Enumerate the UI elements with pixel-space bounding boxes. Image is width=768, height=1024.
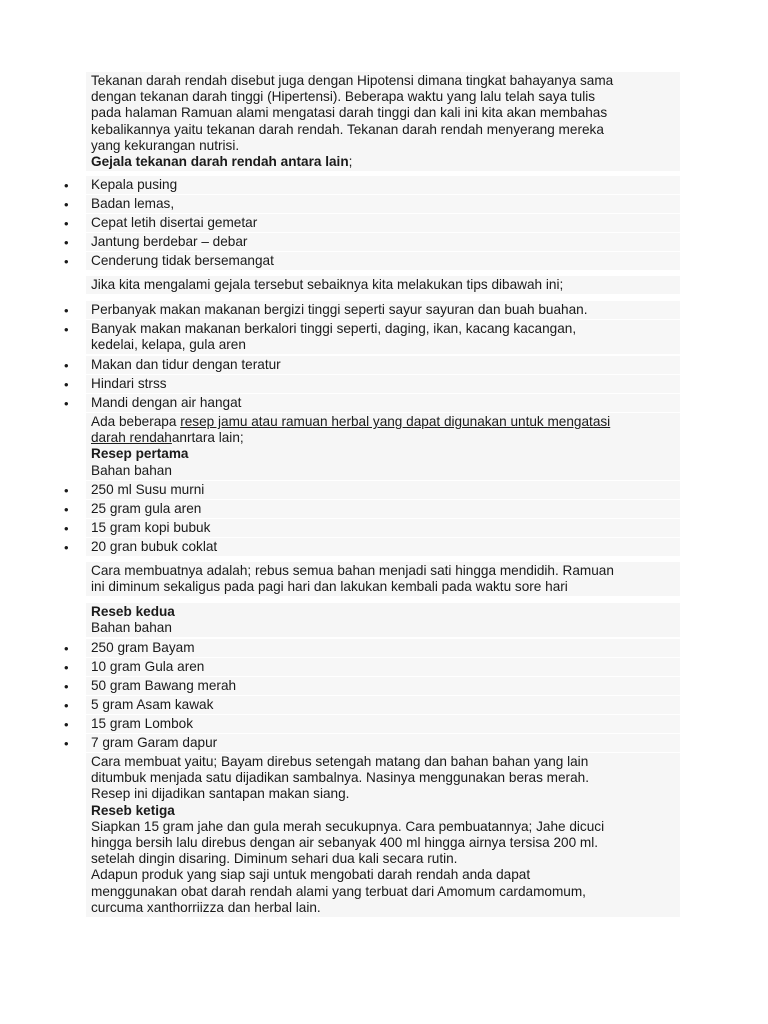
list-item-symptom: Badan lemas, [86,195,680,213]
symptoms-heading-text: Gejala tekanan darah rendah antara lain [91,154,349,170]
intro-line: Tekanan darah rendah disebut juga dengan Hipotensi dimana tingkat bahayanya sama [91,73,614,88]
method-line: setelah dingin disaring. Diminum sehari dua kali secara rutin. [91,851,458,867]
list-item-symptom: Cepat letih disertai gemetar [86,214,680,232]
recipe1-method [86,562,680,596]
bullet: • [64,235,69,250]
recipe2-method-and-recipe3 [86,753,680,917]
list-item-ingredient: 7 gram Garam dapur [86,734,680,752]
intro-paragraph [86,72,680,171]
bullet: • [64,303,69,318]
list-item-ingredient: 250 gram Bayam [86,639,680,657]
bullet: • [64,698,69,713]
intro-line: pada halaman Ramuan alami mengatasi darah tinggi dan kali ini kita akan membahas [91,105,608,121]
bullet: • [64,216,69,231]
tip-line: Makan dan tidur dengan teratur [91,357,281,372]
bullet: • [64,377,69,392]
method-line: curcuma xanthorriizza dan herbal lain. [91,899,321,915]
bullet: • [64,322,69,337]
list-item-ingredient: 250 ml Susu murni [86,481,680,499]
list-item-tip [86,394,680,412]
list-item-ingredient: 15 gram kopi bubuk [86,519,680,537]
list-item-tip [86,375,680,393]
tip-line: Hindari strss [91,376,167,391]
tips-intro: Jika kita mengalami gejala tersebut sebaiknya kita melakukan tips dibawah ini; [86,276,680,294]
herbal-intro-line [91,414,675,430]
list-item-ingredient: 50 gram Bawang merah [86,677,680,695]
bullet: • [64,660,69,675]
symptoms-heading [91,154,675,170]
intro-line: dengan tekanan darah tinggi (Hipertensi). Beberapa waktu yang lalu telah saya tulis [91,89,596,105]
list-item-ingredient: 25 gram gula aren [86,500,680,518]
method-line: hingga bersih lalu direbus dengan air sebanyak 400 ml hingga airnya tersisa 200 ml. [91,835,599,851]
list-item-ingredient: 20 gran bubuk coklat [86,538,680,556]
bullet: • [64,197,69,212]
bullet: • [64,254,69,269]
bullet: • [64,396,69,411]
method-line: Cara membuat yaitu; Bayam direbus setengah matang dan bahan bahan yang lain [91,754,589,769]
herbal-intro-prefix: Ada beberapa [91,414,181,429]
method-line: menggunakan obat darah rendah alami yang terbuat dari Amomum cardamomum, [91,883,586,899]
bullet: • [64,502,69,517]
bullet: • [64,178,69,193]
list-item-ingredient: 15 gram Lombok [86,715,680,733]
recipe3-title: Reseb ketiga [91,802,175,818]
tip-line: kedelai, kelapa, gula aren [91,337,246,353]
intro-line: yang kekurangan nutrisi. [91,137,240,153]
recipe1-title: Resep pertama [91,446,189,462]
list-item-ingredient: 5 gram Asam kawak [86,696,680,714]
herbal-recipe-link[interactable]: resep jamu atau ramuan herbal yang dapat digunakan untuk mengatasi [180,414,611,429]
method-line: Cara membuatnya adalah; rebus semua bahan menjadi sati hingga mendidih. Ramuan [91,563,614,578]
bullet: • [64,521,69,536]
list-item-symptom: Cenderung tidak bersemangat [86,252,680,270]
bullet: • [64,358,69,373]
bullet: • [64,736,69,751]
tip-line: Perbanyak makan makanan bergizi tinggi seperti sayur sayuran dan buah buahan. [91,302,588,317]
herbal-intro-line [91,430,675,446]
list-item-tip [86,356,680,374]
herbal-intro-block [86,413,680,480]
list-item-symptom: Kepala pusing [86,176,680,194]
recipe2-header [86,603,680,637]
bullet: • [64,641,69,656]
herbal-intro-suffix: anrtara lain; [171,430,244,446]
method-line: Siapkan 15 gram jahe dan gula merah secukupnya. Cara pembuatannya; Jahe dicuci [91,818,605,834]
symptoms-heading-suffix: ; [348,154,353,170]
method-line: ini diminum sekaligus pada pagi hari dan lakukan kembali pada waktu sore hari [91,579,568,595]
list-item-tip [86,301,680,319]
method-line: Resep ini dijadikan santapan makan siang. [91,786,350,802]
recipe2-ingredients-label: Bahan bahan [91,620,172,636]
list-item-ingredient: 10 gram Gula aren [86,658,680,676]
intro-line: kebalikannya yaitu tekanan darah rendah. Tekanan darah rendah menyerang mereka [91,121,604,137]
list-item-tip [86,320,680,354]
tip-line: Banyak makan makanan berkalori tinggi seperti, daging, ikan, kacang kacangan, [91,321,577,336]
herbal-recipe-link-cont[interactable]: darah rendah [91,430,172,446]
recipe2-title: Reseb kedua [91,604,175,619]
recipe1-ingredients-label: Bahan bahan [91,462,172,478]
method-line: Adapun produk yang siap saji untuk mengobati darah rendah anda dapat [91,867,531,883]
bullet: • [64,483,69,498]
method-line: ditumbuk menjada satu dijadikan sambalnya. Nasinya menggunakan beras merah. [91,770,589,786]
tip-line: Mandi dengan air hangat [91,395,242,410]
list-item-symptom: Jantung berdebar – debar [86,233,680,251]
bullet: • [64,679,69,694]
bullet: • [64,540,69,555]
bullet: • [64,717,69,732]
